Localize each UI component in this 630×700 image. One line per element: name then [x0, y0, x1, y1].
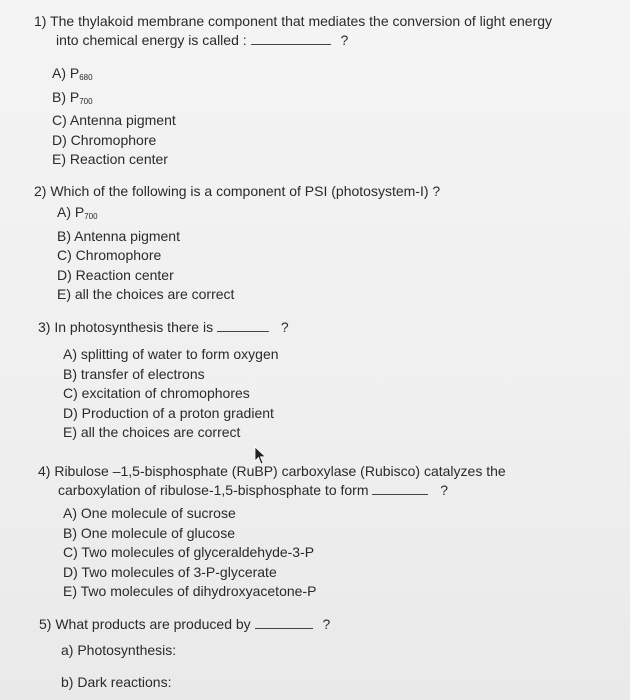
q1-option-a[interactable]: A) $P_{680}$: [52, 65, 93, 82]
q2-option-d[interactable]: D) Reaction center: [57, 266, 174, 283]
question-1-line2-text: into chemical energy is called :: [56, 32, 247, 48]
question-4-line1: 4) Ribulose –1,5-bisphosphate (RuBP) carboxylase (Rubisco) catalyzes the: [38, 463, 506, 479]
q3-option-d[interactable]: D) Production of a proton gradient: [63, 404, 274, 421]
question-1-line1: 1) The thylakoid membrane component that mediates the conversion of light energy: [34, 13, 553, 29]
question-2-options: [57, 203, 234, 305]
q3-option-b[interactable]: B) transfer of electrons: [63, 365, 205, 382]
q1-option-c[interactable]: C) Antenna pigment: [52, 112, 176, 128]
question-5-line1: 5) What products are produced by: [39, 616, 251, 632]
question-4-options: [63, 504, 316, 602]
question-5-part-b: b) Dark reactions:: [61, 674, 172, 690]
question-1: [34, 12, 614, 50]
question-1-qmark: ?: [340, 32, 349, 48]
question-4-qmark: ?: [440, 482, 449, 498]
answer-blank-1[interactable]: [251, 32, 331, 45]
question-5: [39, 615, 619, 634]
question-1-options: [52, 64, 176, 170]
q1-option-b[interactable]: B) $P_{700}$: [52, 88, 93, 106]
q2-option-c[interactable]: C) Chromophore: [57, 247, 162, 263]
question-5-qmark: ?: [322, 616, 331, 632]
question-3-line1: 3) In photosynthesis there is: [38, 319, 214, 335]
answer-blank-3[interactable]: [217, 319, 269, 332]
question-4: [38, 462, 618, 500]
q2-option-a[interactable]: A) $P_{700}$: [57, 204, 98, 221]
q4-option-b[interactable]: B) One molecule of glucose: [63, 524, 235, 541]
q4-option-c[interactable]: C) Two molecules of glyceraldehyde-3-P: [63, 544, 315, 560]
q3-option-c[interactable]: C) excitation of chromophores: [63, 385, 250, 401]
answer-blank-4[interactable]: [372, 482, 428, 495]
q2-option-e[interactable]: E) all the choices are correct: [57, 286, 235, 302]
q3-option-a[interactable]: A) splitting of water to form oxygen: [63, 346, 279, 362]
q1-option-d[interactable]: D) Chromophore: [52, 131, 157, 148]
q1-option-e[interactable]: E) Reaction center: [52, 151, 168, 167]
question-4-line2-text: carboxylation of ribulose-1,5-bisphosphate to form: [58, 482, 369, 498]
q4-option-d[interactable]: D) Two molecules of 3-P-glycerate: [63, 563, 277, 580]
answer-blank-5[interactable]: [255, 616, 313, 629]
q2-option-b[interactable]: B) Antenna pigment: [57, 227, 180, 244]
question-3-qmark: ?: [280, 319, 289, 335]
question-2-line1: 2) Which of the following is a component of PSI (photosystem-I) ?: [34, 183, 441, 199]
question-4-line2: [38, 481, 618, 500]
question-5-part-a: a) Photosynthesis:: [61, 642, 177, 658]
q4-option-a[interactable]: A) One molecule of sucrose: [63, 505, 236, 521]
q3-option-e[interactable]: E) all the choices are correct: [63, 424, 241, 440]
question-2: [34, 182, 614, 201]
question-3: [38, 318, 618, 337]
question-1-line2: [34, 31, 614, 50]
question-3-options: [63, 345, 279, 443]
q4-option-e[interactable]: E) Two molecules of dihydroxyacetone-P: [63, 583, 317, 599]
